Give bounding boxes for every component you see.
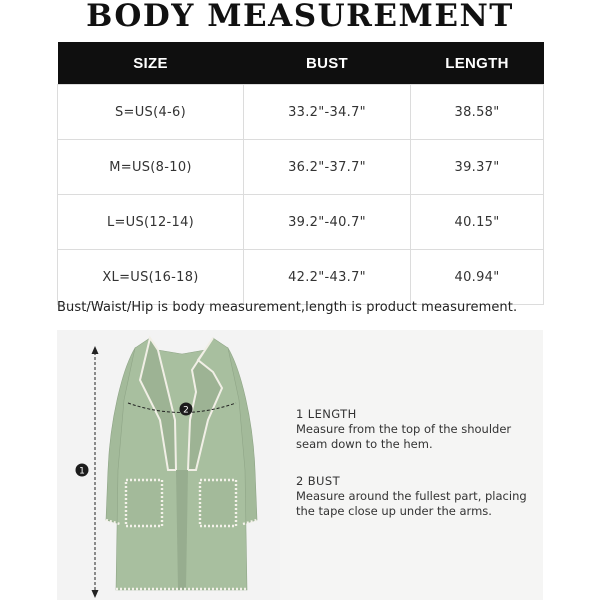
- instruction-length: [296, 407, 531, 452]
- right-pocket: [200, 480, 236, 526]
- instruction-length-text: Measure from the top of the shoulder seam down to the hem.: [296, 422, 512, 451]
- svg-text:1: 1: [79, 466, 85, 477]
- front-opening: [176, 470, 188, 590]
- length-measure-line: [92, 346, 99, 598]
- instruction-bust: [296, 474, 531, 519]
- cardigan-body: [106, 338, 257, 590]
- cell-length: 40.94": [411, 250, 544, 305]
- cell-size: M=US(8-10): [58, 140, 244, 195]
- cell-length: 38.58": [411, 85, 544, 140]
- bust-marker-icon: [180, 403, 193, 416]
- cell-size: XL=US(16-18): [58, 250, 244, 305]
- instruction-length-heading: 1 LENGTH: [296, 407, 357, 421]
- cell-bust: 42.2"-43.7": [244, 250, 411, 305]
- header-bust: BUST: [244, 42, 411, 85]
- left-pocket: [126, 480, 162, 526]
- cell-length: 40.15": [411, 195, 544, 250]
- cell-length: 39.37": [411, 140, 544, 195]
- header-length: LENGTH: [411, 42, 544, 85]
- page-title: BODY MEASUREMENT: [86, 0, 514, 34]
- cell-size: S=US(4-6): [58, 85, 244, 140]
- length-marker-icon: [76, 464, 89, 477]
- header-size: SIZE: [58, 42, 244, 85]
- cell-bust: 36.2"-37.7": [244, 140, 411, 195]
- svg-text:2: 2: [183, 405, 189, 416]
- cell-size: L=US(12-14): [58, 195, 244, 250]
- cell-bust: 39.2"-40.7": [244, 195, 411, 250]
- cell-bust: 33.2"-34.7": [244, 85, 411, 140]
- measurement-note: Bust/Waist/Hip is body measurement,length is product measurement.: [57, 300, 518, 315]
- instruction-bust-text: Measure around the fullest part, placing the tape close up under the arms.: [296, 489, 527, 518]
- instruction-bust-heading: 2 BUST: [296, 474, 341, 488]
